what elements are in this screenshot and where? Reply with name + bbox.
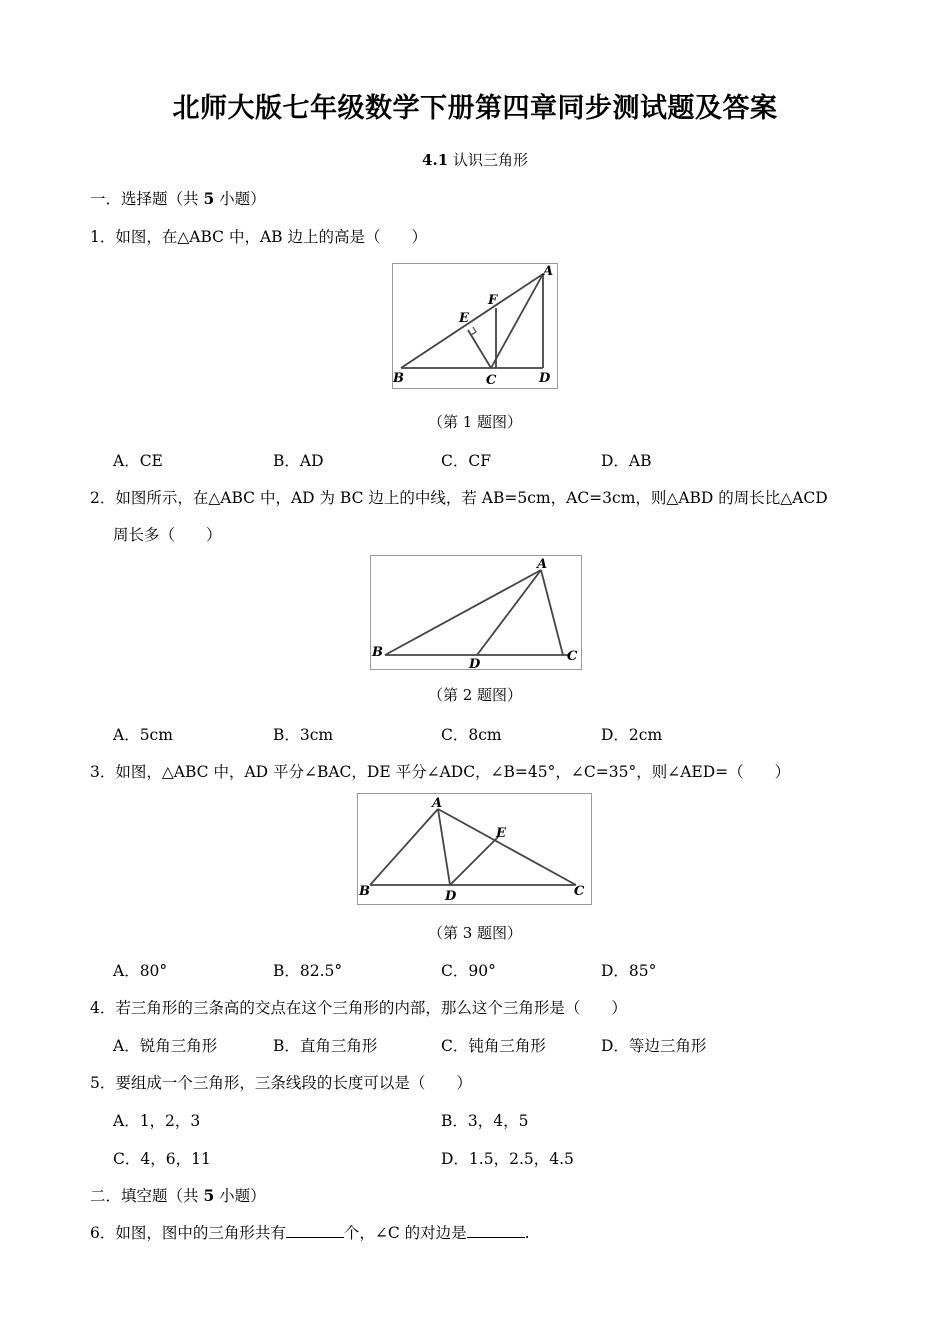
q3-option-c: C．90°	[441, 962, 496, 980]
question-2-stem-line1: 2．如图所示，在△ABC 中，AD 为 BC 边上的中线，若 AB=5cm，AC=3cm，则△ABD 的周长比△ACD	[90, 489, 828, 507]
q4-option-a: A．锐角三角形	[113, 1037, 218, 1055]
answer-blank-1[interactable]	[286, 1223, 344, 1238]
q1-option-a: A．CE	[113, 452, 163, 470]
question-6-stem: 6．如图，图中的三角形共有 个，∠C 的对边是 .	[90, 1224, 530, 1242]
label-e: E	[496, 826, 506, 841]
q4-option-c: C．钝角三角形	[441, 1037, 546, 1055]
q2-option-b: B．3cm	[273, 726, 334, 744]
triangle-diagram-2	[371, 556, 581, 669]
question-3-figure	[357, 793, 592, 905]
q2-option-d: D．2cm	[601, 726, 663, 744]
triangle-diagram-1	[393, 264, 557, 388]
label-a: A	[432, 796, 443, 811]
label-e: E	[459, 311, 469, 326]
label-d: D	[445, 889, 457, 904]
q4-option-d: D．等边三角形	[601, 1037, 707, 1055]
q2-option-c: C．8cm	[441, 726, 502, 744]
q1-option-d: D．AB	[601, 452, 652, 470]
q1-option-c: C．CF	[441, 452, 491, 470]
q2-option-a: A．5cm	[113, 726, 173, 744]
q3-option-b: B．82.5°	[273, 962, 343, 980]
question-1-stem: 1．如图，在△ABC 中，AB 边上的高是（ ）	[90, 228, 427, 246]
label-b: B	[359, 884, 370, 899]
section-heading-fill: 二．填空题（共 5 小题）	[90, 1186, 266, 1205]
q5-option-b: B．3，4，5	[441, 1112, 529, 1130]
q1-option-b: B．AD	[273, 452, 324, 470]
question-1-caption: （第 1 题图）	[427, 413, 523, 431]
label-c: C	[574, 884, 585, 899]
q3-option-d: D．85°	[601, 962, 657, 980]
label-d: D	[469, 657, 481, 669]
section-number: 4.1	[422, 151, 449, 169]
page-title: 北师大版七年级数学下册第四章同步测试题及答案	[172, 93, 778, 124]
label-a: A	[543, 264, 554, 279]
triangle-diagram-3	[358, 794, 591, 904]
label-b: B	[372, 645, 383, 660]
q5-option-c: C．4，6，11	[113, 1150, 211, 1168]
q3-option-a: A．80°	[113, 962, 168, 980]
q5-option-a: A．1，2，3	[113, 1112, 201, 1130]
question-3-caption: （第 3 题图）	[427, 924, 523, 942]
label-c: C	[567, 649, 578, 664]
question-2-stem-line2: 周长多（ ）	[113, 526, 222, 544]
label-f: F	[488, 293, 498, 308]
q4-option-b: B．直角三角形	[273, 1037, 378, 1055]
label-a: A	[537, 557, 548, 572]
section-subtitle	[0, 149, 950, 170]
label-c: C	[486, 373, 497, 388]
question-4-stem: 4．若三角形的三条高的交点在这个三角形的内部，那么这个三角形是（ ）	[90, 999, 627, 1017]
label-b: B	[393, 371, 404, 386]
answer-blank-2[interactable]	[467, 1223, 525, 1238]
section-heading-choice: 一．选择题（共 5 小题）	[90, 189, 266, 208]
question-3-stem: 3．如图，△ABC 中，AD 平分∠BAC，DE 平分∠ADC，∠B=45°，∠C=35°，则∠AED=（ ）	[90, 763, 791, 781]
question-2-caption: （第 2 题图）	[427, 686, 523, 704]
label-d: D	[539, 371, 551, 386]
question-1-figure	[392, 263, 558, 389]
question-5-stem: 5．要组成一个三角形，三条线段的长度可以是（ ）	[90, 1074, 472, 1092]
question-2-figure	[370, 555, 582, 670]
section-name: 认识三角形	[452, 151, 528, 169]
q5-option-d: D．1.5，2.5，4.5	[441, 1150, 574, 1168]
